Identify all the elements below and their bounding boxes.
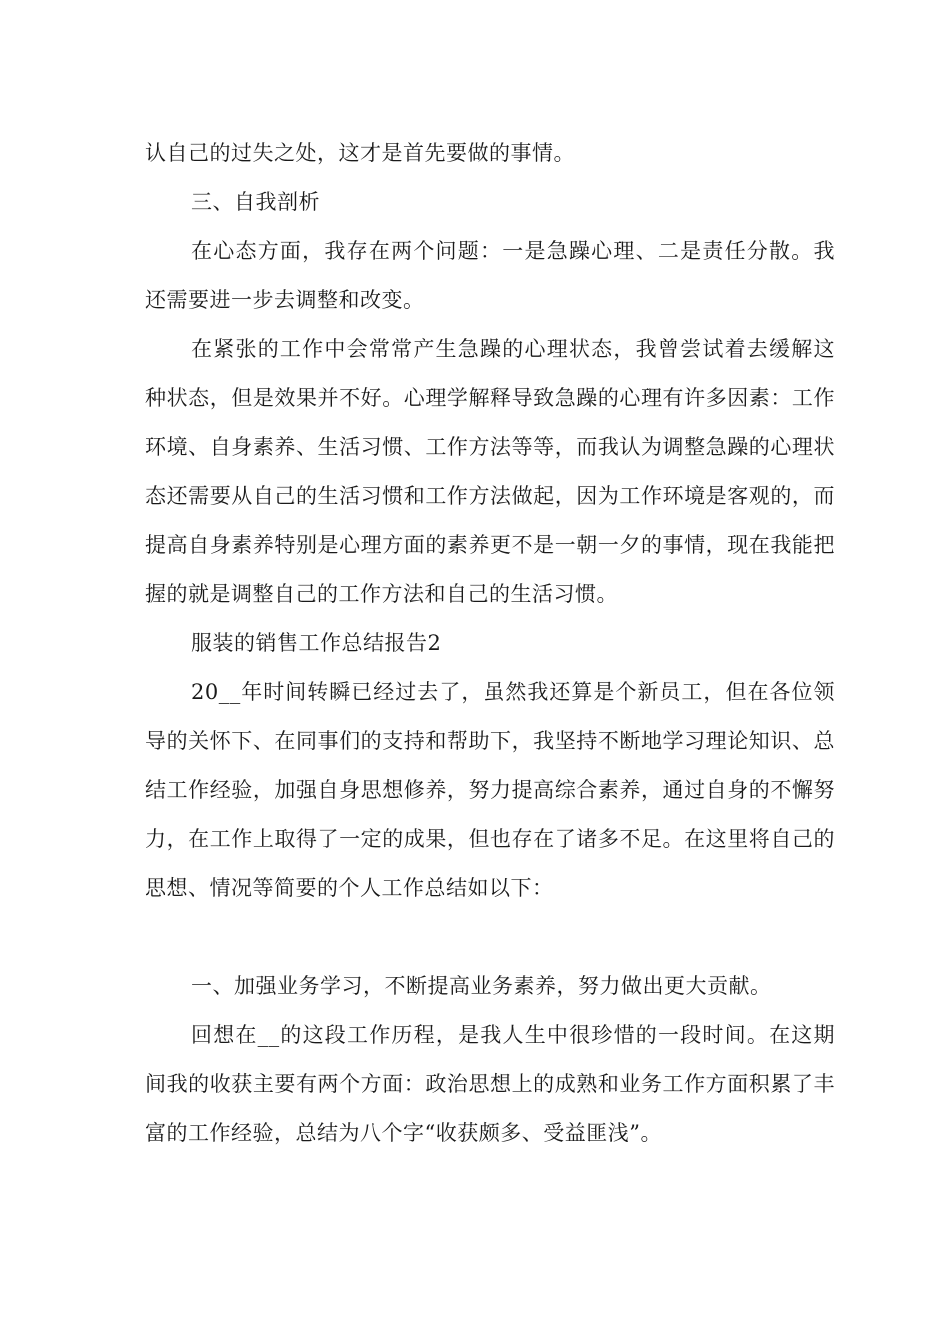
paragraph-mindset: 在心态方面，我存在两个问题：一是急躁心理、二是责任分散。我还需要进一步去调整和改变。 [145, 239, 835, 312]
paragraph-review: 回想在__的这段工作历程，是我人生中很珍惜的一段时间。在这期间我的收获主要有两个方面：政治思想上的成熟和业务工作方面积累了丰富的工作经验，总结为八个字“收获颇多、受益匪浅”。 [145, 1023, 835, 1145]
document-body [145, 129, 835, 1158]
paragraph-intro: 20__年时间转瞬已经过去了，虽然我还算是个新员工，但在各位领导的关怀下、在同事们的支持和帮助下，我坚持不断地学习理论知识、总结工作经验，加强自身思想修养，努力提高综合素养，通过自身的不懈努力，在工作上取得了一定的成果，但也存在了诸多不足。在这里将自己的思想、情况等简要的个人工作总结如以下： [145, 680, 835, 900]
report-title-2: 服装的销售工作总结报告2 [191, 631, 442, 655]
blank-line [145, 913, 835, 962]
section-heading-self-analysis: 三、自我剖析 [191, 190, 320, 214]
section-heading-business-study: 一、加强业务学习，不断提高业务素养，努力做出更大贡献。 [191, 974, 772, 998]
paragraph-impatience: 在紧张的工作中会常常产生急躁的心理状态，我曾尝试着去缓解这种状态，但是效果并不好。心理学解释导致急躁的心理有许多因素：工作环境、自身素养、生活习惯、工作方法等等，而我认为调整急躁的心理状态还需要从自己的生活习惯和工作方法做起，因为工作环境是客观的，而提高自身素养特别是心理方面的素养更不是一朝一夕的事情，现在我能把握的就是调整自己的工作方法和自己的生活习惯。 [145, 337, 835, 606]
paragraph-continuation: 认自己的过失之处，这才是首先要做的事情。 [145, 141, 575, 165]
